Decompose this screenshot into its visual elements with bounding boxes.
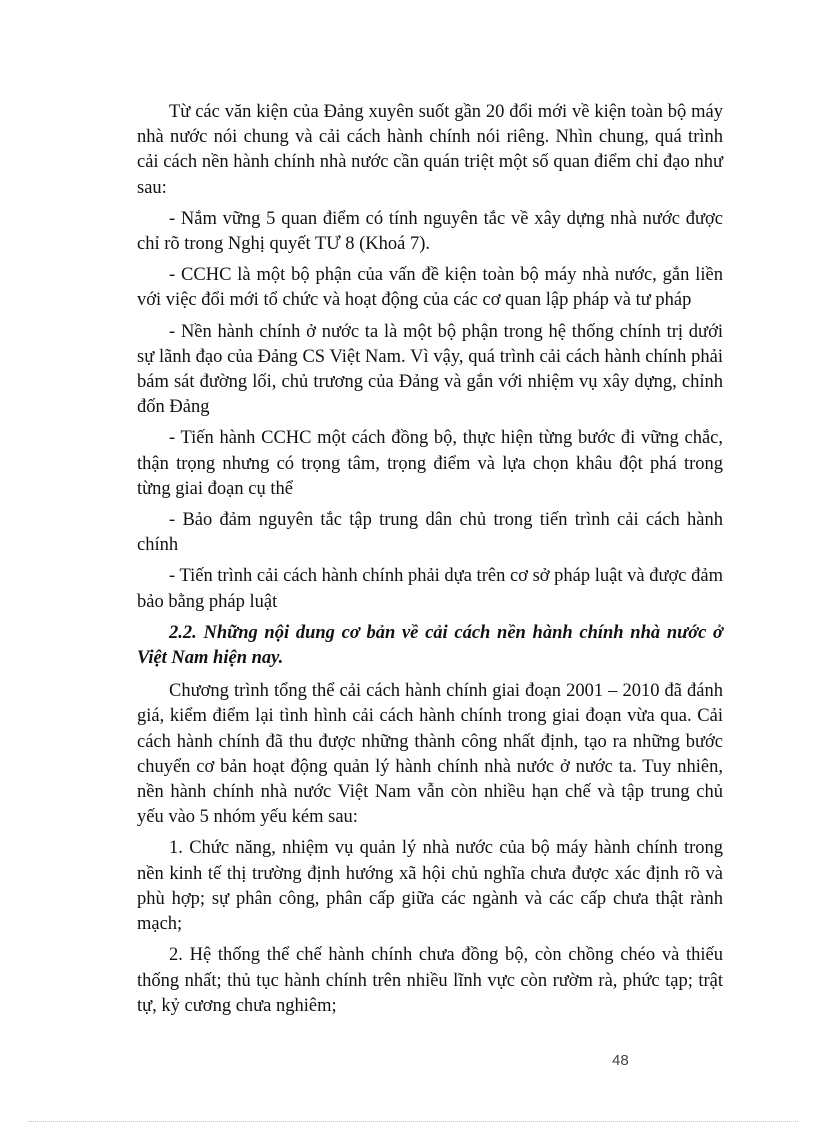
page-number: 48 xyxy=(612,1052,629,1069)
body-paragraph: - Nắm vững 5 quan điểm có tính nguyên tắc về xây dựng nhà nước được chỉ rõ trong Nghị quyết TƯ 8 (Khoá 7). xyxy=(137,208,723,255)
body-paragraph: - CCHC là một bộ phận của vấn đề kiện toàn bộ máy nhà nước, gắn liền với việc đổi mới tổ chức và hoạt động của các cơ quan lập pháp và tư pháp xyxy=(137,265,723,311)
section-heading: 2.2. Những nội dung cơ bản về cải cách nền hành chính nhà nước ở Việt Nam hiện nay. xyxy=(137,622,723,669)
body-paragraph: - Tiến hành CCHC một cách đồng bộ, thực hiện từng bước đi vững chắc, thận trọng nhưng có trọng tâm, trọng điểm và lựa chọn khâu đột phá trong từng giai đoạn cụ thể xyxy=(137,428,723,499)
body-paragraph: - Bảo đảm nguyên tắc tập trung dân chủ trong tiến trình cải cách hành chính xyxy=(137,510,723,556)
body-paragraph: 1. Chức năng, nhiệm vụ quản lý nhà nước của bộ máy hành chính trong nền kinh tế thị trường định hướng xã hội chủ nghĩa chưa được xác định rõ và phù hợp; sự phân công, phân cấp giữa các ngành và các cấp chưa thật rành mạch; xyxy=(137,838,723,935)
body-paragraph: Chương trình tổng thể cải cách hành chính giai đoạn 2001 – 2010 đã đánh giá, kiểm điểm lại tình hình cải cách hành chính trong giai đoạn vừa qua. Cải cách hành chính đã thu được những thành công nhất định, tạo ra những bước chuyển cơ bản hoạt động quản lý hành chính nhà nước ở nước ta. Tuy nhiên, nền hành chính nhà nước Việt Nam vẫn còn nhiều hạn chế và tập trung chủ yếu vào 5 nhóm yếu kém sau: xyxy=(137,681,723,828)
body-paragraph: - Tiến trình cải cách hành chính phải dựa trên cơ sở pháp luật và được đảm bảo bằng pháp luật xyxy=(137,566,723,612)
page-bottom-divider xyxy=(28,1121,798,1122)
body-paragraph: 2. Hệ thống thể chế hành chính chưa đồng bộ, còn chồng chéo và thiếu thống nhất; thủ tục hành chính trên nhiều lĩnh vực còn rườm rà, phức tạp; trật tự, kỷ cương chưa nghiêm; xyxy=(137,945,723,1016)
page-body xyxy=(137,100,723,1025)
body-paragraph: Từ các văn kiện của Đảng xuyên suốt gần 20 đổi mới về kiện toàn bộ máy nhà nước nói chung và cải cách hành chính nói riêng. Nhìn chung, quá trình cải cách nền hành chính nhà nước cần quán triệt một số quan điểm chỉ đạo như sau: xyxy=(137,102,723,198)
body-paragraph: - Nền hành chính ở nước ta là một bộ phận trong hệ thống chính trị dưới sự lãnh đạo của Đảng CS Việt Nam. Vì vậy, quá trình cải cách hành chính phải bám sát đường lối, chủ trương của Đảng và gắn với nhiệm vụ xây dựng, chỉnh đốn Đảng xyxy=(137,321,723,418)
